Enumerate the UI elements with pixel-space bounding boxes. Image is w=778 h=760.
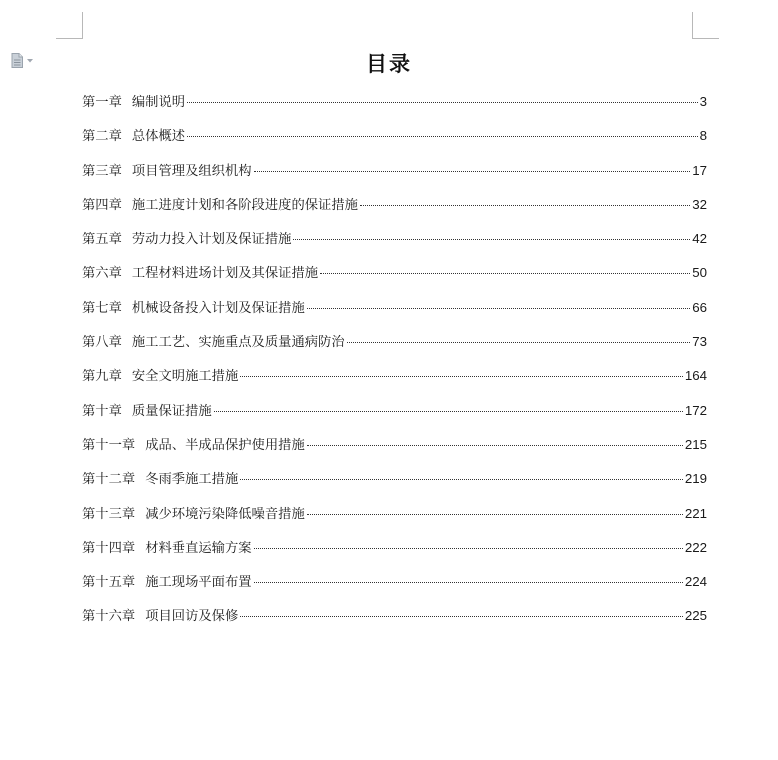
toc-page-number: 3 bbox=[699, 94, 707, 109]
toc-dot-leader bbox=[360, 205, 690, 206]
toc-chapter-label: 第三章 bbox=[82, 163, 122, 179]
toc-dot-leader bbox=[320, 273, 690, 274]
toc-page-number: 221 bbox=[684, 505, 707, 521]
toc-dot-leader bbox=[347, 342, 691, 343]
toc-list bbox=[82, 91, 707, 640]
toc-entry-title: 工程材料进场计划及其保证措施 bbox=[131, 266, 319, 282]
toc-dot-leader bbox=[254, 582, 683, 583]
toc-chapter-label: 第六章 bbox=[82, 266, 122, 282]
toc-chapter-label: 第五章 bbox=[82, 232, 122, 248]
toc-title: 目录 bbox=[366, 51, 412, 76]
toc-entry[interactable] bbox=[82, 228, 707, 262]
toc-entry-title: 安全文明施工措施 bbox=[131, 369, 239, 385]
toc-dot-leader bbox=[187, 102, 698, 103]
toc-entry-title: 编制说明 bbox=[131, 95, 186, 110]
toc-page-number: 17 bbox=[692, 162, 707, 178]
toc-entry[interactable] bbox=[82, 537, 707, 571]
crop-mark-top-right bbox=[692, 12, 719, 39]
toc-dot-leader bbox=[240, 376, 683, 377]
toc-chapter-label: 第十三章 bbox=[82, 506, 136, 522]
toc-entry[interactable] bbox=[82, 331, 707, 365]
toc-entry-title: 劳动力投入计划及保证措施 bbox=[131, 232, 292, 248]
toc-chapter-label: 第十二章 bbox=[82, 472, 136, 488]
toc-page-number: 50 bbox=[692, 265, 707, 281]
toc-dot-leader bbox=[214, 411, 683, 412]
toc-entry-title: 冬雨季施工措施 bbox=[145, 472, 239, 488]
toc-page-number: 66 bbox=[692, 299, 707, 315]
toc-entry[interactable] bbox=[82, 125, 707, 159]
toc-entry[interactable] bbox=[82, 194, 707, 228]
toc-entry-title: 项目管理及组织机构 bbox=[131, 163, 252, 179]
toc-page-number: 8 bbox=[699, 128, 707, 144]
toc-entry[interactable] bbox=[82, 605, 707, 639]
toc-dot-leader bbox=[254, 548, 683, 549]
toc-entry[interactable] bbox=[82, 400, 707, 434]
toc-entry[interactable] bbox=[82, 468, 707, 502]
toc-entry-title: 机械设备投入计划及保证措施 bbox=[131, 300, 305, 316]
toc-page-number: 215 bbox=[684, 436, 707, 452]
toc-entry-title: 施工工艺、实施重点及质量通病防治 bbox=[131, 335, 345, 351]
toc-chapter-label: 第七章 bbox=[82, 300, 122, 316]
toc-dot-leader bbox=[307, 308, 690, 309]
toc-page-number: 73 bbox=[692, 334, 707, 350]
toc-chapter-label: 第十章 bbox=[82, 403, 122, 419]
toc-page-number: 225 bbox=[684, 608, 707, 624]
toc-page-number: 32 bbox=[692, 196, 707, 212]
toc-entry-title: 材料垂直运输方案 bbox=[145, 540, 252, 556]
toc-dot-leader bbox=[307, 445, 683, 446]
toc-chapter-label: 第十一章 bbox=[82, 437, 136, 453]
toc-dot-leader bbox=[187, 136, 698, 137]
toc-page-number: 219 bbox=[684, 471, 707, 487]
toc-entry[interactable] bbox=[82, 434, 707, 468]
toc-entry[interactable] bbox=[82, 503, 707, 537]
toc-page-number: 164 bbox=[684, 368, 707, 384]
toc-chapter-label: 第九章 bbox=[82, 369, 122, 385]
toc-chapter-label: 第十四章 bbox=[82, 540, 136, 556]
toc-dot-leader bbox=[240, 479, 683, 480]
toc-entry[interactable] bbox=[82, 297, 707, 331]
toc-page-number: 172 bbox=[684, 402, 707, 418]
toc-entry[interactable] bbox=[82, 571, 707, 605]
toc-entry-title: 项目回访及保修 bbox=[145, 609, 239, 625]
toc-page-number: 224 bbox=[684, 574, 707, 590]
toc-entry[interactable] bbox=[82, 365, 707, 399]
toc-chapter-label: 第二章 bbox=[82, 129, 122, 145]
toc-chapter-label: 第十六章 bbox=[82, 609, 136, 625]
toc-entry[interactable] bbox=[82, 160, 707, 194]
toc-entry-title: 总体概述 bbox=[131, 129, 186, 145]
toc-entry-title: 减少环境污染降低噪音措施 bbox=[145, 506, 305, 522]
crop-mark-top-left bbox=[56, 12, 83, 39]
toc-dot-leader bbox=[307, 514, 683, 515]
toc-chapter-label: 第十五章 bbox=[82, 575, 136, 591]
toc-page-number: 42 bbox=[692, 231, 707, 247]
toc-entry-title: 施工进度计划和各阶段进度的保证措施 bbox=[131, 197, 358, 213]
toc-chapter-label: 第一章 bbox=[82, 95, 122, 110]
toc-entry[interactable] bbox=[82, 91, 707, 125]
toc-chapter-label: 第四章 bbox=[82, 197, 122, 213]
toc-chapter-label: 第八章 bbox=[82, 335, 122, 351]
toc-entry-title: 施工现场平面布置 bbox=[145, 575, 252, 591]
toc-dot-leader bbox=[254, 171, 691, 172]
toc-entry-title: 质量保证措施 bbox=[131, 403, 212, 419]
toc-dot-leader bbox=[293, 239, 690, 240]
toc-page-number: 222 bbox=[684, 539, 707, 555]
toc-entry[interactable] bbox=[82, 262, 707, 296]
toc-dot-leader bbox=[240, 616, 683, 617]
toc-entry-title: 成品、半成品保护使用措施 bbox=[145, 437, 305, 453]
